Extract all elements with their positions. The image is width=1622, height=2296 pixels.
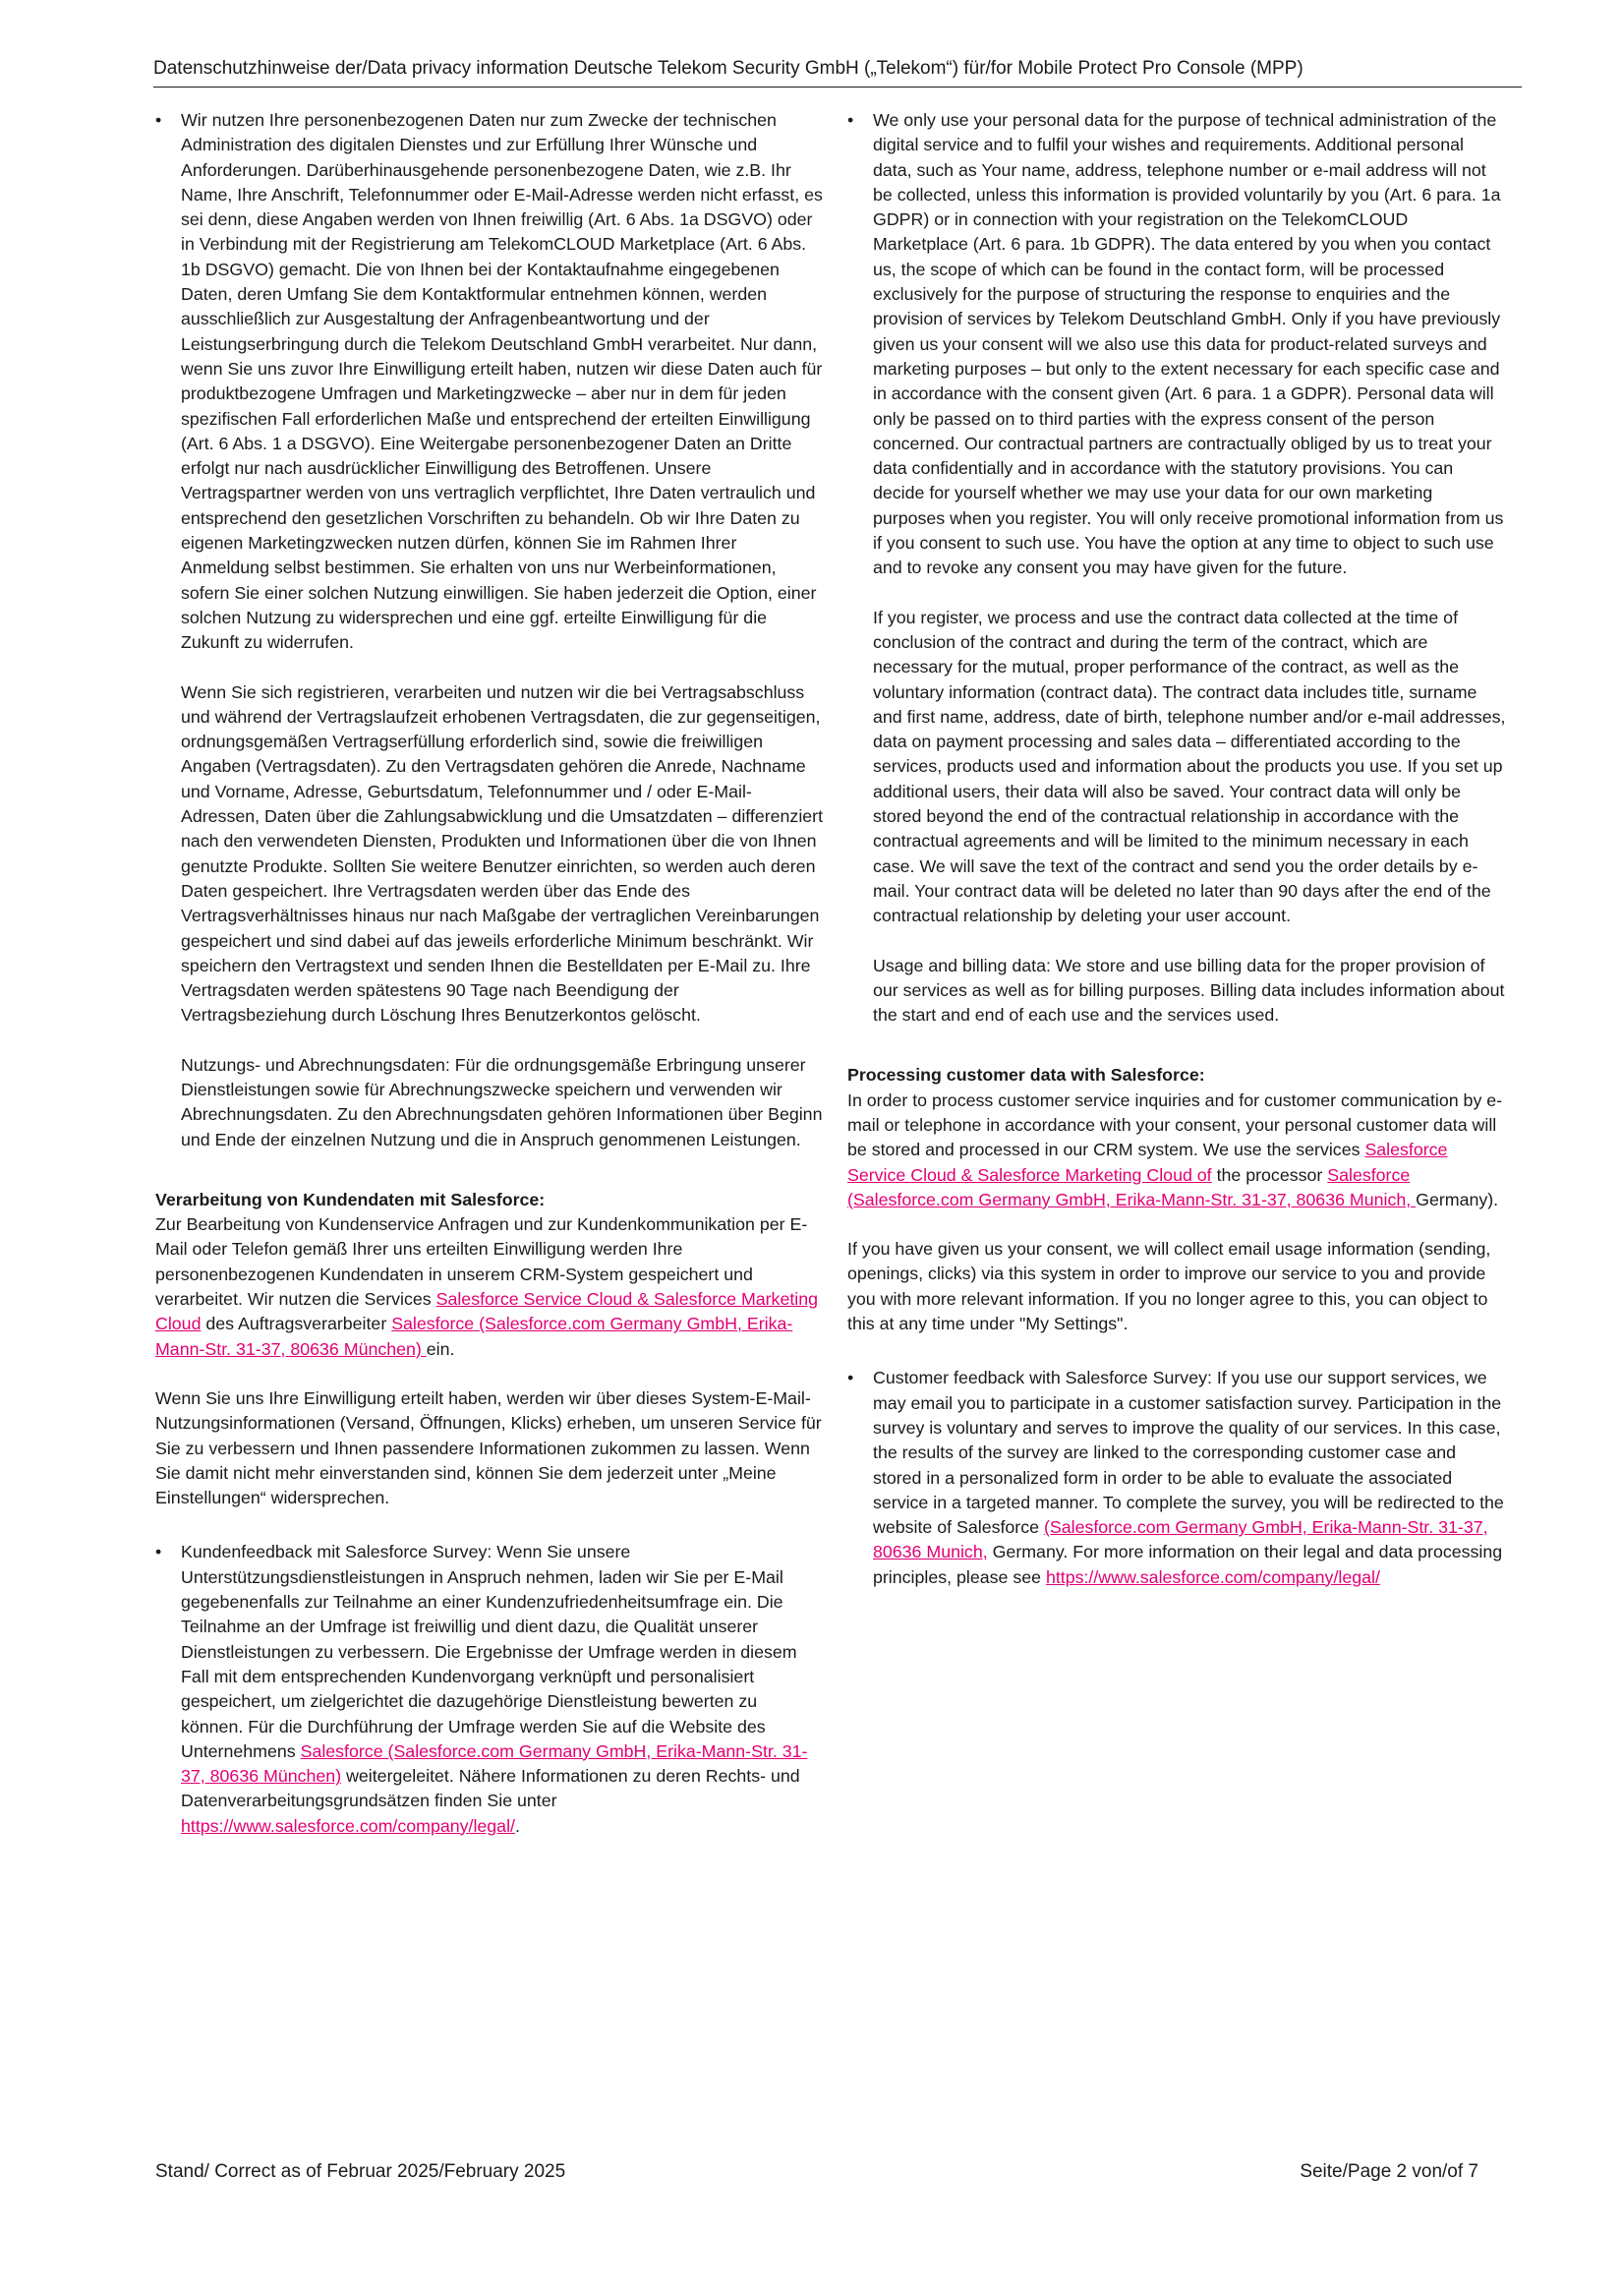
salesforce-address-link[interactable]: Salesforce (Salesforce.com Germany GmbH, Erika-Mann-Str. 31-37, 80636 München) — [155, 1314, 793, 1359]
paragraph: Wenn Sie uns Ihre Einwilligung erteilt haben, werden wir über dieses System-E-Mail-Nutzungsinformationen (Versand, Öffnungen, Klicks) erheben, um unseren Service für Sie zu verbessern und Ihnen passendere Informationen zukommen zu lassen. Wenn Sie damit nicht mehr einverstanden sind, können Sie dem jederzeit unter „Meine Einstellungen“ widersprechen. — [155, 1387, 822, 1508]
list-item — [155, 108, 824, 1152]
paragraph: In order to process customer service inquiries and for customer communication by e-mail or telephone in accordance with your consent, your personal customer data will be stored and processed in our CRM system. We use the services Salesforce Service Cloud & Salesforce Marketing Cloud of the processor Salesforce (Salesforce.com Germany GmbH, Erika-Mann-Str. 31-37, 80636 Munich, Germany). — [847, 1089, 1503, 1209]
paragraph: Zur Bearbeitung von Kundenservice Anfragen und zur Kundenkommunikation per E-Mail oder Telefon gemäß Ihrer uns erteilten Einwilligung werden Ihre personenbezogenen Kundendaten in unserem CRM-System gespeichert und verarbeitet. Wir nutzen die Services Salesforce Service Cloud & Salesforce Marketing Cloud des Auftragsverarbeiter Salesforce (Salesforce.com Germany GmbH, Erika-Mann-Str. 31-37, 80636 München) ein. — [155, 1214, 819, 1359]
footer-date: Stand/ Correct as of Februar 2025/February 2025 — [155, 2161, 566, 2182]
paragraph: Wenn Sie sich registrieren, verarbeiten und nutzen wir die bei Vertragsabschluss und während der Vertragslaufzeit erhobenen Vertragsdaten, die zur gegenseitigen, ordnungsgemäßen Vertragserfüllung erforderlich sind, sowie die freiwilligen Angaben (Vertragsdaten). Zu den Vertragsdaten gehören die Anrede, Nachname und Vorname, Adresse, Geburtsdatum, Telefonnummer und / oder E-Mail-Adressen, Daten über die Zahlungsabwicklung und die Umsatzdaten – differenziert nach den verwendeten Diensten, Produkten und Informationen über die von Ihnen genutzte Produkte. Sollten Sie weitere Benutzer einrichten, so werden auch deren Daten gespeichert. Ihre Vertragsdaten werden über das Ende des Vertragsverhältnisses hinaus nur nach Maßgabe der vertraglichen Vereinbarungen gespeichert und sind dabei auf das jeweils erforderliche Minimum beschränkt. Wir speichern den Vertragstext und senden Ihnen die Bestelldaten per E-Mail zu. Ihre Vertragsdaten werden spätestens 90 Tage nach Beendigung der Vertragsbeziehung durch Löschung Ihres Benutzerkontos gelöscht. — [181, 681, 824, 1026]
salesforce-address-link[interactable]: Salesforce (Salesforce.com Germany GmbH, Erika-Mann-Str. 31-37, 80636 München) — [181, 1740, 808, 1787]
paragraph: Kundenfeedback mit Salesforce Survey: Wenn Sie unsere Unterstützungsdienstleistungen in Anspruch nehmen, laden wir Sie per E-Mail gegebenenfalls zur Teilnahme an einer Kundenzufriedenheitsumfrage ein. Die Teilnahme an der Umfrage ist freiwillig und dient dazu, die Qualität unserer Dienstleistungen zu verbessern. Die Ergebnisse der Umfrage werden in diesem Fall mit dem entsprechenden Kundenvorgang verknüpft und personalisiert gespeichert, um zielgerichtet die dazugehörige Dienstleistung bewerten zu können. Für die Durchführung der Umfrage werden Sie auf die Website des Unternehmens Salesforce (Salesforce.com Germany GmbH, Erika-Mann-Str. 31-37, 80636 München) weitergeleitet. Nähere Informationen zu deren Rechts- und Datenverarbeitungsgrundsätzen finden Sie unter https://www.salesforce.com/company/legal/. — [181, 1542, 808, 1836]
salesforce-address-link[interactable]: Salesforce (Salesforce.com Germany GmbH, Erika-Mann-Str. 31-37, 80636 Munich, — [847, 1164, 1417, 1209]
paragraph: Customer feedback with Salesforce Survey: If you use our support services, we may email you to participate in a customer satisfaction survey. Participation in the survey is voluntary and serves to improve the quality of our services. In this case, the results of the survey are linked to the corresponding customer case and stored in a personalized form in order to be able to evaluate the associated service in a targeted manner. To complete the survey, you will be redirected to the website of Salesforce (Salesforce.com Germany GmbH, Erika-Mann-Str. 31-37, 80636 Munich, Germany. For more information on their legal and data processing principles, please see https://www.salesforce.com/company/legal/ — [873, 1368, 1504, 1587]
section-heading: Processing customer data with Salesforce: — [847, 1065, 1205, 1086]
paragraph: We only use your personal data for the purpose of technical administration of the digital service and to fulfil your wishes and requirements. Additional personal data, such as Your name, address, telephone number or e-mail address will not be collected, unless this information is provided voluntarily by you (Art. 6 para. 1a GDPR) or in connection with your registration on the TelekomCLOUD Marketplace (Art. 6 para. 1b GDPR). The data entered by you when you contact us, the scope of which can be found in the contact form, will be processed exclusively for the purpose of structuring the response to enquiries and the provision of services by Telekom Deutschland GmbH. Only if you have previously given us your consent will we also use this data for product-related surveys and marketing purposes – but only to the extent necessary for each specific case and in accordance with the consent given (Art. 6 para. 1 a GDPR). Personal data will only be passed on to third parties with the express consent of the person concerned. Our contractual partners are contractually obliged by us to treat your data confidentially and in accordance with the statutory provisions. You can decide for yourself whether we may use your data for our own marketing purposes when you register. You will only receive promotional information from us if you consent to such use. You have the option at any time to object to such use and to revoke any consent you may have given for the future. — [873, 110, 1504, 578]
page-number: Seite/Page 2 von/of 7 — [1300, 2161, 1478, 2182]
german-column — [155, 108, 824, 1839]
bullet-marker: • — [847, 110, 854, 130]
salesforce-address-link[interactable]: (Salesforce.com Germany GmbH, Erika-Mann-Str. 31-37, 80636 Munich, — [873, 1517, 1488, 1562]
english-column — [847, 108, 1506, 1590]
paragraph: If you register, we process and use the contract data collected at the time of conclusion of the contract and during the term of the contract, which are necessary for the mutual, proper performance of the contract, as well as the voluntary information (contract data). The contract data includes title, surname and first name, address, date of birth, telephone number and/or e-mail addresses, data on payment processing and sales data – differentiated according to the services, products used and information about the products you use. If you set up additional users, their data will also be saved. Your contract data will only be stored beyond the end of the contractual relationship in accordance with the contractual agreements and will be limited to the minimum necessary in each case. We will save the text of the contract and send you the order details by e-mail. Your contract data will be deleted no later than 90 days after the end of the contractual relationship by deleting your user account. — [873, 607, 1506, 926]
page-header: Datenschutzhinweise der/Data privacy information Deutsche Telekom Security GmbH („Telekom“) für/for Mobile Protect Pro Console (MPP) — [153, 57, 1522, 88]
bullet-marker: • — [155, 110, 162, 130]
salesforce-cloud-link[interactable]: Salesforce Service Cloud & Salesforce Marketing Cloud of — [847, 1140, 1448, 1185]
section-heading: Verarbeitung von Kundendaten mit Salesforce: — [155, 1189, 546, 1209]
list-item — [155, 1540, 824, 1839]
paragraph: If you have given us your consent, we will collect email usage information (sending, openings, clicks) via this system in order to improve our service to you and provide you with more relevant information. If you no longer agree to this, you can object to this at any time under "My Settings". — [847, 1239, 1491, 1334]
bullet-marker: • — [847, 1368, 854, 1388]
paragraph: Nutzungs- und Abrechnungsdaten: Für die ordnungsgemäße Erbringung unserer Dienstleistungen sowie für Abrechnungszwecke speichern und verwenden wir Abrechnungsdaten. Zu den Abrechnungsdaten gehören Informationen über Beginn und Ende der einzelnen Nutzung und die in Anspruch genommenen Leistungen. — [181, 1054, 823, 1149]
paragraph: Usage and billing data: We store and use billing data for the proper provision of our services as well as for billing purposes. Billing data includes information about the start and end of each use and the services used. — [873, 955, 1505, 1026]
salesforce-cloud-link[interactable]: Salesforce Service Cloud & Salesforce Marketing Cloud — [155, 1289, 819, 1334]
list-item — [847, 1366, 1506, 1590]
paragraph: Wir nutzen Ihre personenbezogenen Daten nur zum Zwecke der technischen Administration des digitalen Dienstes und zur Erfüllung Ihrer Wünsche und Anforderungen. Darüberhinausgehende personenbezogene Daten, wie z.B. Ihr Name, Ihre Anschrift, Telefonnummer oder E-Mail-Adresse werden nicht erfasst, es sei denn, diese Angaben werden von Ihnen freiwillig (Art. 6 Abs. 1a DSGVO) oder in Verbindung mit der Registrierung am TelekomCLOUD Marketplace (Art. 6 Abs. 1b DSGVO) gemacht. Die von Ihnen bei der Kontaktaufnahme eingegebenen Daten, deren Umfang Sie dem Kontaktformular entnehmen können, werden ausschließlich zur Ausgestaltung der Anfragenbeantwortung und der Leistungserbringung durch die Telekom Deutschland GmbH verarbeitet. Nur dann, wenn Sie uns zuvor Ihre Einwilligung erteilt haben, nutzen wir diese Daten auch für produktbezogene Umfragen und Marketingzwecke – aber nur in dem für jeden spezifischen Fall erforderlichen Maße und entsprechend der erteilten Einwilligung (Art. 6 Abs. 1 a DSGVO). Eine Weitergabe personenbezogener Daten an Dritte erfolgt nur nach ausdrücklicher Einwilligung des Betroffenen. Unsere Vertragspartner werden von uns vertraglich verpflichtet, Ihre Daten vertraulich und entsprechend den gesetzlichen Vorschriften zu behandeln. Ob wir Ihre Daten zu eigenen Marketingzwecken nutzen dürfen, können Sie im Rahmen Ihrer Anmeldung selbst bestimmen. Sie erhalten von uns nur Werbeinformationen, sofern Sie einer solchen Nutzung einwilligen. Sie haben jederzeit die Option, einer solchen Nutzung zu widersprechen und eine ggf. erteilte Einwilligung für die Zukunft zu widerrufen. — [181, 110, 823, 653]
list-item — [847, 108, 1506, 1028]
bullet-marker: • — [155, 1542, 162, 1562]
salesforce-legal-link[interactable]: https://www.salesforce.com/company/legal/ — [181, 1815, 515, 1836]
salesforce-legal-link[interactable]: https://www.salesforce.com/company/legal/ — [1045, 1566, 1380, 1587]
